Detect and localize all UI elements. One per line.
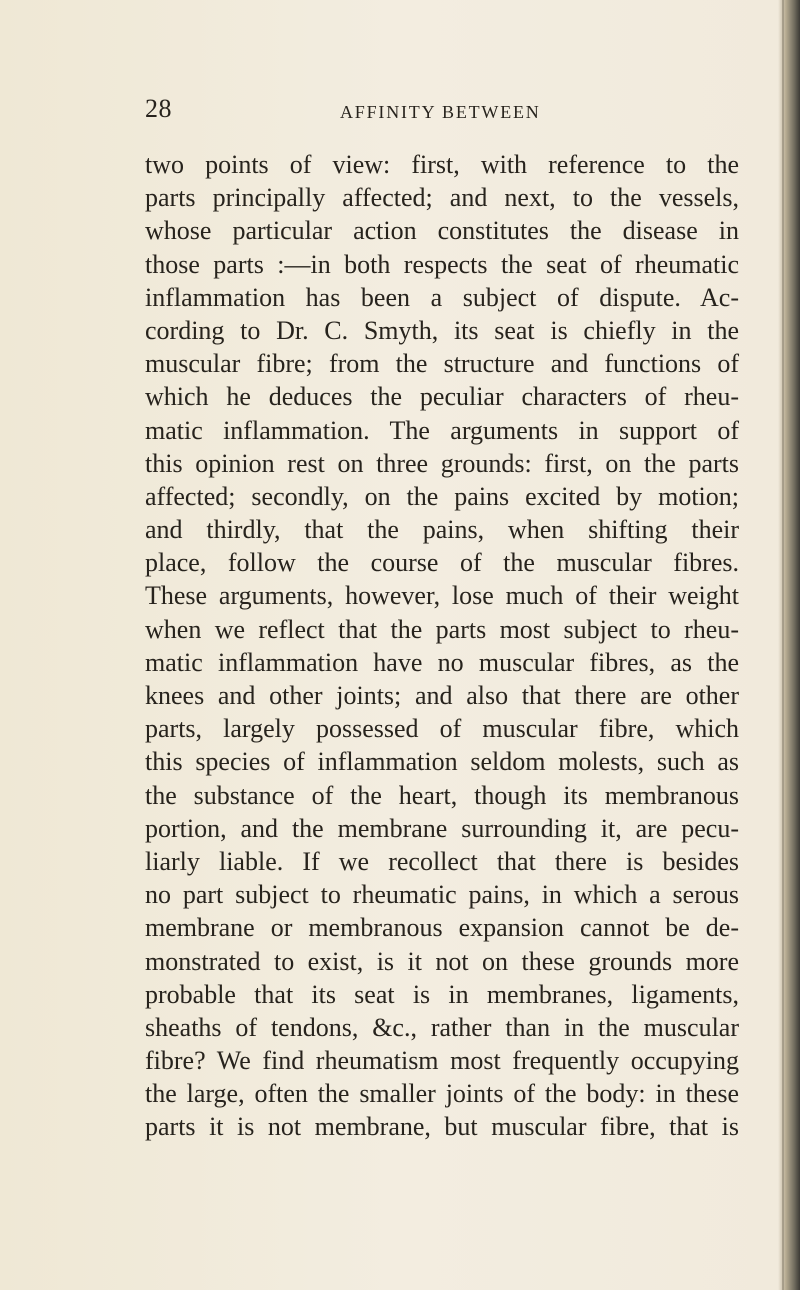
text-line: parts, largely possessed of muscular fibre, which: [145, 714, 739, 744]
text-line: this species of inflammation seldom molests, such as: [145, 747, 739, 777]
text-line: affected; secondly, on the pains excited by motion;: [145, 481, 739, 511]
text-line: matic inflammation have no muscular fibres, as the: [145, 647, 739, 677]
text-line: which he deduces the peculiar characters of rheu-: [145, 382, 739, 412]
text-line: fibre? We find rheumatism most frequently occupying: [145, 1046, 739, 1076]
text-line: the large, often the smaller joints of the body: in these: [145, 1079, 739, 1109]
text-line: two points of view: first, with reference to the: [145, 150, 739, 179]
text-line: knees and other joints; and also that there are other: [145, 681, 739, 710]
text-line: those parts :—in both respects the seat of rheumatic: [145, 249, 739, 279]
text-line: cording to Dr. C. Smyth, its seat is chiefly in the: [145, 315, 739, 345]
running-head: AFFINITY BETWEEN: [340, 102, 541, 122]
page-edge-line: [782, 0, 784, 1290]
text-line: matic inflammation. The arguments in support of: [145, 415, 739, 445]
text-line: portion, and the membrane surrounding it, are pecu-: [145, 813, 739, 843]
text-line: and thirdly, that the pains, when shifting their: [145, 515, 739, 545]
text-line: muscular fibre; from the structure and functions of: [145, 349, 739, 379]
page-header: [145, 94, 745, 134]
text-line: place, follow the course of the muscular fibres.: [145, 548, 739, 578]
text-line: this opinion rest on three grounds: first, on the parts: [145, 448, 739, 478]
body-text: [145, 148, 739, 1144]
page-number: 28: [145, 94, 172, 123]
text-line: whose particular action constitutes the disease in: [145, 216, 739, 246]
text-line: when we reflect that the parts most subject to rheu-: [145, 614, 739, 644]
text-line: sheaths of tendons, &c., rather than in the muscular: [145, 1012, 739, 1042]
text-line: probable that its seat is in membranes, ligaments,: [145, 979, 739, 1009]
text-line: the substance of the heart, though its membranous: [145, 780, 739, 810]
text-line: parts principally affected; and next, to the vessels,: [145, 183, 739, 213]
text-line: liarly liable. If we recollect that there is besides: [145, 846, 739, 876]
text-line: monstrated to exist, is it not on these grounds more: [145, 946, 739, 976]
text-line: parts it is not membrane, but muscular fibre, that is: [145, 1112, 739, 1142]
text-line: membrane or membranous expansion cannot be de-: [145, 913, 739, 943]
text-line: no part subject to rheumatic pains, in which a serous: [145, 880, 739, 910]
text-line: These arguments, however, lose much of their weight: [145, 581, 739, 611]
text-line: inflammation has been a subject of dispute. Ac-: [145, 282, 739, 312]
